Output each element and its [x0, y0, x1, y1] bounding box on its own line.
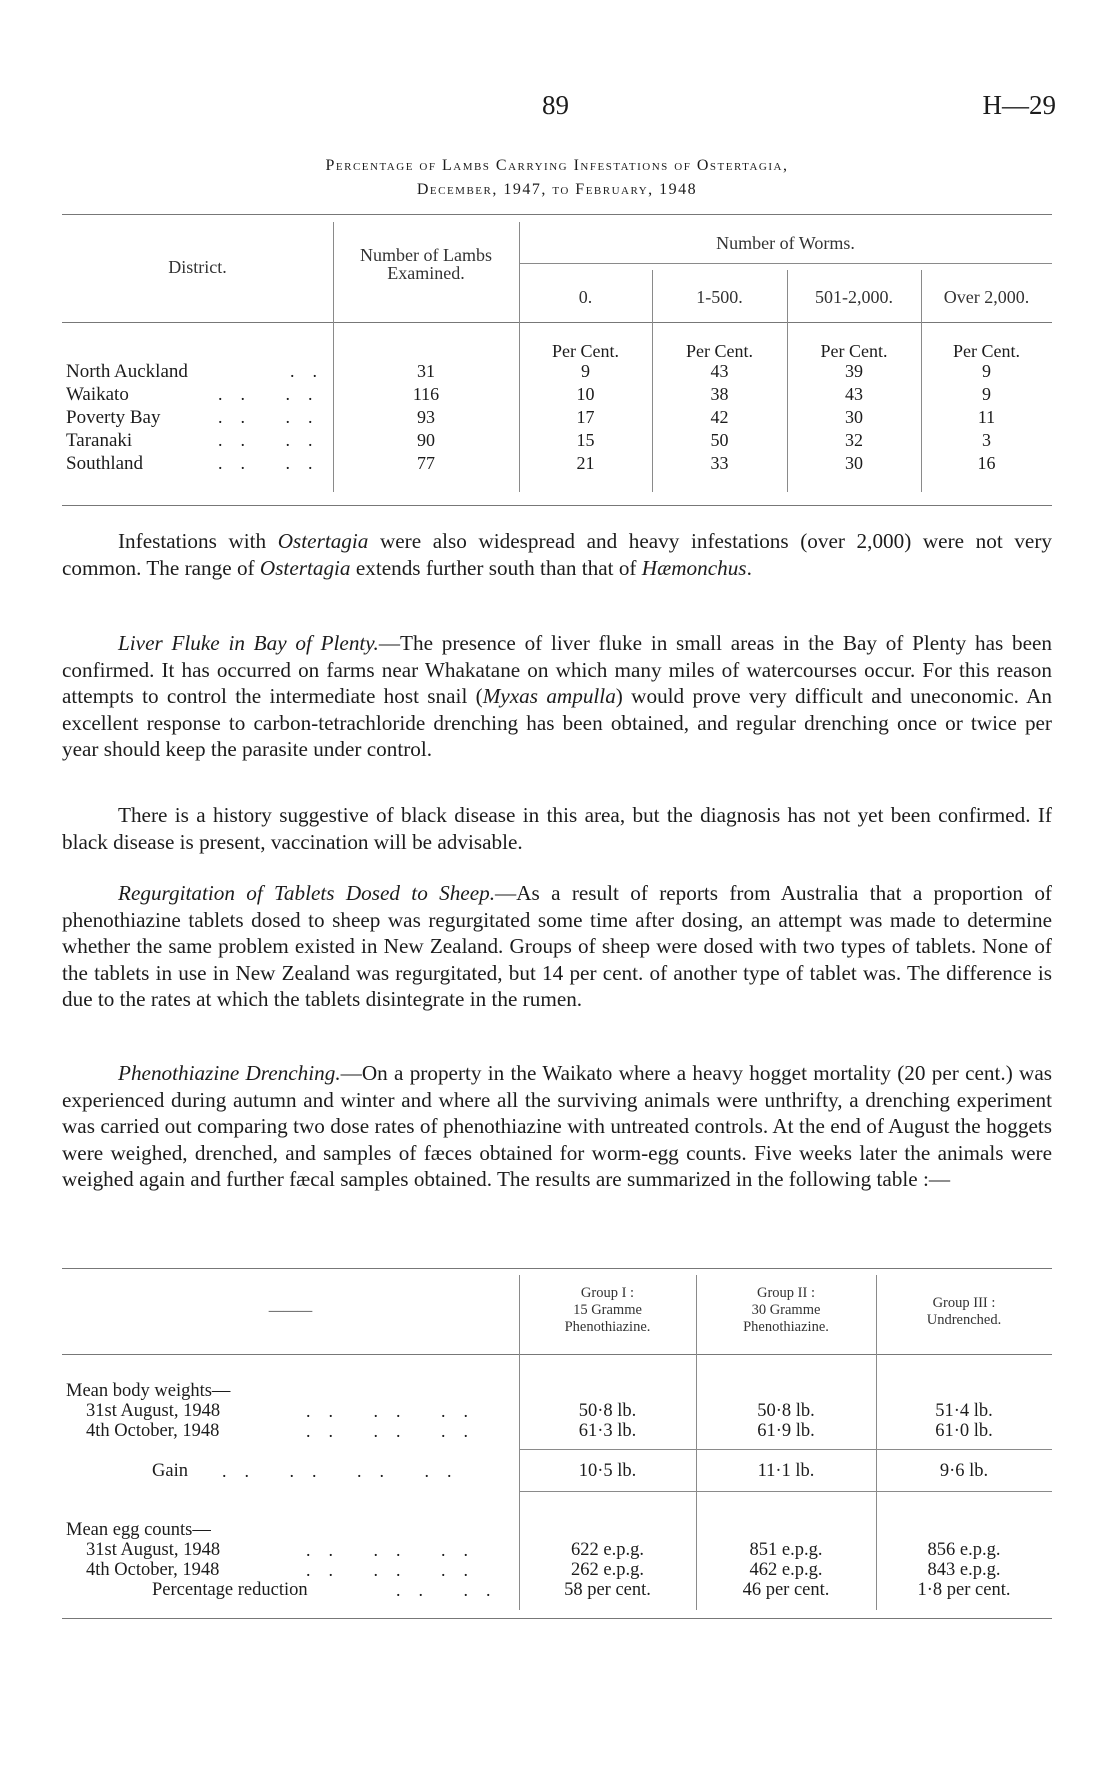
- table1-bottom-rule: [62, 505, 1052, 506]
- group1-line3: Phenothiazine.: [564, 1319, 651, 1335]
- table1-examined: 116: [412, 384, 440, 404]
- table1-header-rule: [62, 322, 1052, 323]
- table2-gain: 11·1 lb.: [757, 1461, 815, 1481]
- table1-subcol: 1-500.: [696, 287, 743, 307]
- table1-value: 30: [845, 453, 863, 473]
- table1-value: 21: [576, 453, 595, 473]
- table1-top-rule: [62, 214, 1052, 215]
- table1-leader-dots: .. ..: [218, 407, 331, 427]
- table2-leader-dots: .. .. ..: [306, 1401, 486, 1421]
- table2-egg-heading: Mean egg counts—: [66, 1520, 211, 1540]
- table2-gain-bottom-rule: [519, 1491, 1052, 1492]
- species-name: Ostertagia: [277, 529, 369, 553]
- table2-egg-count: 622 e.p.g.: [571, 1540, 644, 1560]
- table1-value: 42: [710, 407, 729, 427]
- table1-unit: Per Cent.: [820, 341, 888, 361]
- table1-unit: Per Cent.: [686, 341, 753, 361]
- table1-value: 16: [977, 453, 996, 473]
- table2-egg-count: 462 e.p.g.: [749, 1560, 823, 1580]
- table1-value: 9: [982, 384, 991, 404]
- paragraph-phenothiazine: [62, 1060, 1052, 1193]
- table1-examined: 90: [417, 430, 435, 450]
- table1-value: 33: [710, 453, 729, 473]
- table2-leader-dots: .. .. ..: [306, 1540, 486, 1560]
- table1-unit: Per Cent.: [552, 341, 619, 361]
- paragraph-text: ) would prove very difficult and uneconomic. An excellent response to carbon-tetrachloride drenching has been obtained, and regular drenching once or twice per year should keep the parasite under control.: [62, 684, 1052, 761]
- table2-date1: 31st August, 1948: [86, 1401, 221, 1421]
- table1-value: 38: [710, 384, 729, 404]
- table2-top-rule: [62, 1268, 1052, 1269]
- paragraph-text: extends further south than that of: [350, 555, 642, 580]
- table2-weight: 61·0 lb.: [935, 1421, 993, 1441]
- section-heading: Phenothiazine Drenching.: [118, 1061, 341, 1085]
- table2-date2: 4th October, 1948: [86, 1560, 220, 1580]
- table2-weights-heading: Mean body weights—: [66, 1381, 231, 1401]
- paragraph-black-disease: [62, 802, 1052, 855]
- paragraph-text: —The presence of liver fluke in small areas in the Bay of Plenty has been confirmed. It has occurred on farms near Whakatane on which many miles of watercourses occur. For this reason attempts to control the intermediate host snail (: [62, 631, 1052, 708]
- table2-gain-label: Gain: [152, 1461, 188, 1481]
- species-name: Ostertagia: [259, 555, 351, 580]
- table2-egg-count: 262 e.p.g.: [571, 1560, 644, 1580]
- table2-gain-top-rule: [519, 1449, 1052, 1450]
- table2-egg-count: 843 e.p.g.: [927, 1560, 1001, 1580]
- table2-col-group2: [696, 1285, 876, 1336]
- table1-title-line2: December, 1947, to February, 1948: [416, 181, 698, 198]
- table1-value: 39: [845, 361, 863, 381]
- table2-egg-count: 851 e.p.g.: [749, 1540, 823, 1560]
- species-name: Hæmonchus: [641, 555, 747, 580]
- table2-leader-dots: .. .. ..: [306, 1560, 486, 1580]
- paragraph-text: were also widespread and heavy infestations (over 2,000) were not very common. The range of: [62, 529, 1052, 580]
- table1-value: 50: [710, 430, 729, 450]
- group1-line1: Group I :: [580, 1285, 635, 1301]
- table1-subcol: 0.: [578, 287, 593, 307]
- table2-gain: 10·5 lb.: [578, 1461, 637, 1481]
- table2-bottom-rule: [62, 1618, 1052, 1619]
- table1-value: 32: [845, 430, 863, 450]
- table1-value: 43: [845, 384, 863, 404]
- table1-district: Waikato: [66, 384, 129, 405]
- table1-district: Taranaki: [66, 430, 133, 451]
- group2-line3: Phenothiazine.: [743, 1319, 829, 1335]
- table1-value: 9: [982, 361, 991, 381]
- table2-weight: 61·3 lb.: [578, 1421, 637, 1441]
- table1-col-district: District.: [168, 257, 227, 277]
- table1-examined: 77: [417, 453, 435, 473]
- table1-col-examined-line2: Examined.: [387, 263, 465, 283]
- table2-reduction-label: Percentage reduction: [152, 1580, 308, 1600]
- table2-corner: ———: [268, 1303, 313, 1319]
- table1-leader-dots: .. ..: [218, 384, 331, 404]
- paragraph-text: There is a history suggestive of black disease in this area, but the diagnosis has not yet been confirmed. If black disease is present, vaccination will be advisable.: [62, 803, 1052, 854]
- paragraph-regurgitation: [62, 880, 1052, 1013]
- table2-col-group3: [876, 1295, 1052, 1329]
- table2-col-group1: [519, 1285, 696, 1336]
- table1-leader-dots: .. ..: [218, 453, 331, 473]
- table2-weight: 50·8 lb.: [757, 1401, 815, 1421]
- table2-weight: 51·4 lb.: [935, 1401, 993, 1421]
- table1-unit: Per Cent.: [953, 341, 1020, 361]
- table1-district: Poverty Bay: [66, 407, 161, 428]
- table1-examined: 31: [417, 361, 435, 381]
- table1-col-examined-line1: Number of Lambs: [360, 245, 492, 265]
- table2-date1: 31st August, 1948: [86, 1540, 221, 1560]
- paragraph-ostertagia: [62, 528, 1052, 581]
- table1-col-worms: Number of Worms.: [716, 233, 855, 253]
- group3-line2: Undrenched.: [926, 1312, 1002, 1328]
- table2-date2: 4th October, 1948: [86, 1421, 220, 1441]
- page-number: 89: [542, 90, 569, 120]
- table1-title: [60, 154, 1054, 202]
- paragraph-liver-fluke: [62, 630, 1052, 763]
- table1-value: 15: [576, 430, 595, 450]
- paragraph-text: .: [746, 555, 752, 580]
- table1-district: Southland: [66, 453, 144, 474]
- table2-weight: 50·8 lb.: [578, 1401, 637, 1421]
- table1-value: 11: [977, 407, 996, 427]
- table1-value: 30: [845, 407, 863, 427]
- group3-line1: Group III :: [932, 1295, 996, 1311]
- table2-leader-dots: .. .. .. ..: [222, 1461, 470, 1481]
- table2-reduction: 46 per cent.: [742, 1580, 830, 1600]
- table1-value: 17: [576, 407, 595, 427]
- paragraph-text: —As a result of reports from Australia that a proportion of phenothiazine tablets dosed to sheep was regurgitated some time after dosing, an attempt was made to determine whether the same problem existed in New Zealand. Groups of sheep were dosed with two types of tablets. None of the tablets in use in New Zealand was regurgitated, but 14 per cent. of another type of tablet was. The difference is due to the rates at which the tablets disintegrate in the rumen.: [62, 881, 1052, 1011]
- group2-line2: 30 Gramme: [751, 1302, 821, 1318]
- table2-weight: 61·9 lb.: [757, 1421, 815, 1441]
- table2-reduction: 1·8 per cent.: [917, 1580, 1011, 1600]
- table1-worms-rule: [519, 263, 1052, 264]
- table1-subcol: Over 2,000.: [943, 287, 1030, 307]
- table1-value: 9: [581, 361, 590, 381]
- table2-egg-count: 856 e.p.g.: [927, 1540, 1001, 1560]
- table1-subcol: 501-2,000.: [815, 287, 893, 307]
- page-code: H—29: [982, 90, 1056, 120]
- group1-line2: 15 Gramme: [573, 1302, 642, 1318]
- section-heading: Liver Fluke in Bay of Plenty.: [118, 631, 379, 655]
- group2-line1: Group II :: [757, 1285, 815, 1301]
- table1-examined: 93: [417, 407, 435, 427]
- table1-value: 43: [710, 361, 729, 381]
- table2-leader-dots: .. .. ..: [306, 1421, 486, 1441]
- table1-col-examined: [333, 246, 519, 282]
- table1-district: North Auckland: [66, 361, 188, 382]
- table1-leader-dots: ..: [290, 361, 335, 381]
- table2-reduction: 58 per cent.: [564, 1580, 651, 1600]
- table2-gain: 9·6 lb.: [939, 1461, 989, 1481]
- table2-leader-dots: .. ..: [396, 1580, 509, 1600]
- section-heading: Regurgitation of Tablets Dosed to Sheep.: [118, 881, 496, 905]
- table1-value: 3: [982, 430, 991, 450]
- species-name: Myxas ampulla: [482, 684, 616, 708]
- table2-header-rule: [62, 1354, 1052, 1355]
- paragraph-text: —On a property in the Waikato where a heavy hogget mortality (20 per cent.) was experienced during autumn and winter and where all the surviving animals were unthrifty, a drenching experiment was carried out comparing two dose rates of phenothiazine with untreated controls. At the end of August the hoggets were weighed, drenched, and samples of fæces obtained for worm-egg counts. Five weeks later the animals were weighed again and further fæcal samples obtained. The results are summarized in the following table :—: [62, 1061, 1052, 1191]
- table1-title-line1: Percentage of Lambs Carrying Infestations of Ostertagia,: [325, 157, 789, 174]
- table1-leader-dots: .. ..: [218, 430, 331, 450]
- table1-value: 10: [576, 384, 595, 404]
- paragraph-text: Infestations with: [118, 529, 278, 553]
